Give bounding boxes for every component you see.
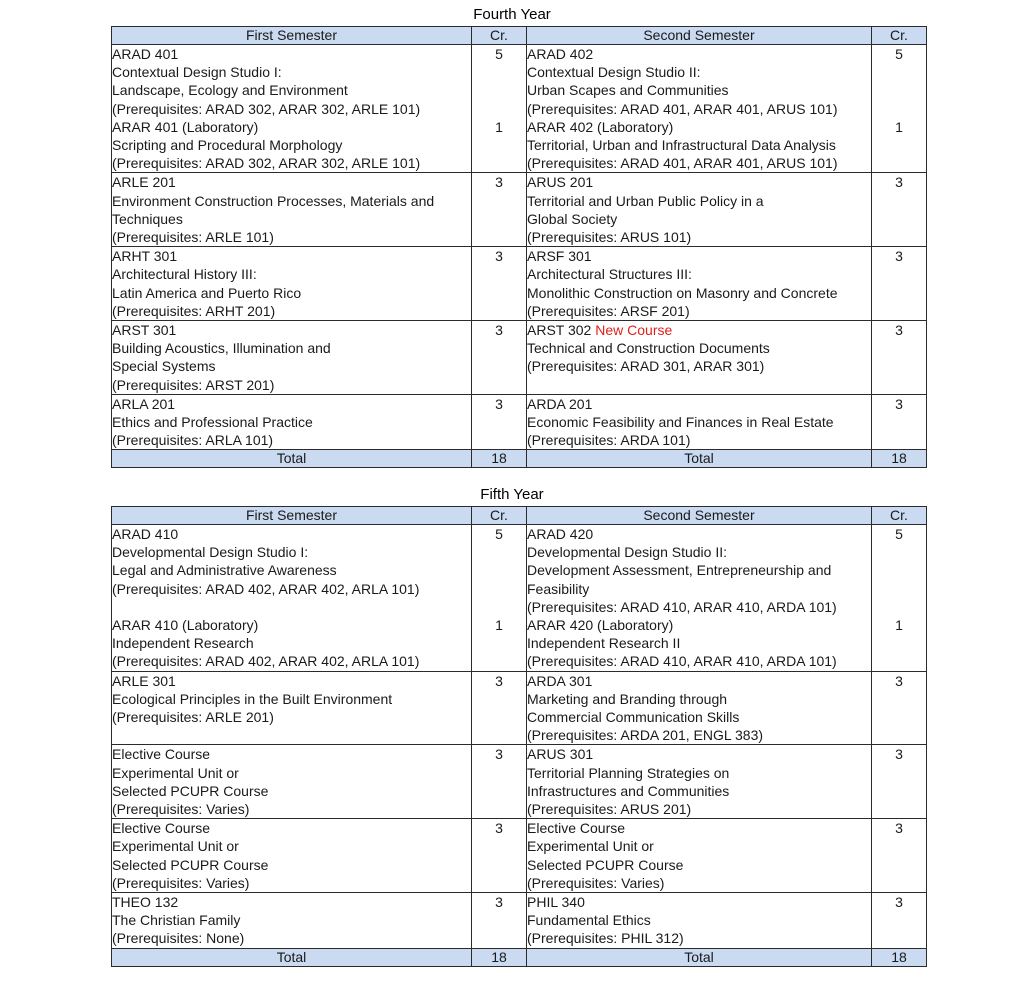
credit-value: 3 xyxy=(895,820,903,837)
second-semester-course xyxy=(527,819,872,893)
first-semester-header: First Semester xyxy=(112,27,472,45)
course-line: ARAR 401 (Laboratory) xyxy=(112,118,259,135)
credit-value: 3 xyxy=(895,174,903,191)
course-line: Experimental Unit or xyxy=(112,838,239,855)
table-row xyxy=(112,394,927,450)
course-line: ARAD 410 xyxy=(112,526,179,542)
course-line: Elective Course xyxy=(112,746,211,763)
course-line: (Prerequisites: Varies) xyxy=(112,874,250,891)
course-line: (Prerequisites: ARUS 101) xyxy=(527,229,692,246)
course-line: Marketing and Branding through xyxy=(527,690,728,707)
course-line: (Prerequisites: Varies) xyxy=(112,801,250,818)
new-course-tag: New Course xyxy=(595,322,673,339)
table-row xyxy=(112,247,927,321)
table-row xyxy=(112,745,927,819)
course-line: Selected PCUPR Course xyxy=(112,856,269,873)
first-semester-course xyxy=(112,525,472,672)
table-row xyxy=(112,45,927,173)
course-line: ARUS 301 xyxy=(527,746,594,763)
course-line: Experimental Unit or xyxy=(112,764,239,781)
course-line: Architectural History III: xyxy=(112,266,257,283)
course-line: ARUS 201 xyxy=(527,174,594,191)
course-line: (Prerequisites: ARAD 410, ARAR 410, ARDA 101) xyxy=(527,598,837,615)
course-line: Landscape, Ecology and Environment xyxy=(112,82,348,99)
credits-header: Cr. xyxy=(872,507,927,525)
course-line: Infrastructures and Communities xyxy=(527,782,730,799)
course-line: Contextual Design Studio I: xyxy=(112,64,282,81)
credit-cell xyxy=(872,394,927,450)
course-line: Elective Course xyxy=(527,820,626,837)
credit-cell xyxy=(472,745,527,819)
course-line: Ecological Principles in the Built Environment xyxy=(112,690,393,707)
credit-value: 3 xyxy=(495,248,503,265)
second-semester-course xyxy=(527,893,872,949)
course-line: Fundamental Ethics xyxy=(527,912,651,929)
credit-value: 1 xyxy=(495,118,503,135)
course-line: ARST 301 xyxy=(112,322,177,339)
credit-value: 3 xyxy=(895,248,903,265)
credits-header: Cr. xyxy=(872,27,927,45)
first-semester-course xyxy=(112,45,472,173)
second-semester-course xyxy=(527,745,872,819)
credit-cell xyxy=(472,321,527,395)
course-line: Environment Construction Processes, Materials and xyxy=(112,192,435,209)
total-value: 18 xyxy=(872,450,927,468)
course-line: Economic Feasibility and Finances in Real Estate xyxy=(527,414,834,431)
fifth-year-table xyxy=(111,506,927,967)
course-line: (Prerequisites: ARAD 302, ARAR 302, ARLE 101) xyxy=(112,155,421,172)
table-row xyxy=(112,525,927,672)
course-line: (Prerequisites: ARDA 201, ENGL 383) xyxy=(527,727,764,744)
course-line: Legal and Administrative Awareness xyxy=(112,562,337,579)
credit-value: 3 xyxy=(895,395,903,412)
credit-value: 5 xyxy=(495,526,503,542)
course-line: Architectural Structures III: xyxy=(527,266,692,283)
credit-value: 3 xyxy=(895,322,903,339)
credit-value: 5 xyxy=(895,46,903,62)
course-line: ARAR 410 (Laboratory) xyxy=(112,617,259,633)
credit-cell xyxy=(872,247,927,321)
course-line: THEO 132 xyxy=(112,894,179,911)
total-value: 18 xyxy=(472,450,527,468)
course-line: ARLE 201 xyxy=(112,174,176,191)
course-line: Feasibility xyxy=(527,580,590,597)
credit-cell xyxy=(872,819,927,893)
course-line: Building Acoustics, Illumination and xyxy=(112,340,331,357)
first-semester-course xyxy=(112,394,472,450)
course-line: Monolithic Construction on Masonry and Concrete xyxy=(527,284,838,301)
credit-cell xyxy=(872,173,927,247)
course-line: Urban Scapes and Communities xyxy=(527,82,729,99)
credit-value: 3 xyxy=(895,894,903,911)
course-line: Global Society xyxy=(527,210,618,227)
credit-value: 1 xyxy=(895,118,903,135)
course-line: Special Systems xyxy=(112,358,216,375)
first-semester-course xyxy=(112,247,472,321)
course-line: (Prerequisites: ARLA 101) xyxy=(112,432,274,449)
course-line: ARAR 420 (Laboratory) xyxy=(527,617,674,634)
second-semester-header: Second Semester xyxy=(527,507,872,525)
credit-cell xyxy=(872,671,927,745)
fourth-year-table xyxy=(111,26,927,468)
course-line: ARLE 301 xyxy=(112,672,176,689)
credit-cell xyxy=(872,321,927,395)
course-line: Technical and Construction Documents xyxy=(527,340,770,357)
first-semester-course xyxy=(112,893,472,949)
credit-cell xyxy=(872,745,927,819)
total-value: 18 xyxy=(872,948,927,966)
credit-value: 3 xyxy=(495,174,503,191)
table-row xyxy=(112,671,927,745)
credit-value: 3 xyxy=(895,746,903,763)
course-line: Techniques xyxy=(112,210,183,227)
credit-value: 3 xyxy=(495,395,503,412)
table-header-row xyxy=(112,27,927,45)
credit-value: 3 xyxy=(895,672,903,689)
total-row xyxy=(112,948,927,966)
course-line: (Prerequisites: ARST 201) xyxy=(112,376,275,393)
course-line: ARAR 402 (Laboratory) xyxy=(527,118,674,135)
course-line: (Prerequisites: ARAD 401, ARAR 401, ARUS 101) xyxy=(527,100,838,117)
course-line: (Prerequisites: ARAD 401, ARAR 401, ARUS 101) xyxy=(527,155,838,172)
course-line: Experimental Unit or xyxy=(527,838,654,855)
second-semester-course xyxy=(527,525,872,672)
course-line: Territorial and Urban Public Policy in a xyxy=(527,192,764,209)
course-line: Developmental Design Studio II: xyxy=(527,544,727,561)
course-line: (Prerequisites: ARLE 101) xyxy=(112,229,274,246)
course-line: Development Assessment, Entrepreneurship and xyxy=(527,562,832,579)
second-semester-course xyxy=(527,671,872,745)
course-line: PHIL 340 xyxy=(527,894,585,911)
course-line: ARLA 201 xyxy=(112,395,176,412)
course-line: Independent Research xyxy=(112,635,254,652)
course-line: Selected PCUPR Course xyxy=(112,782,269,799)
credit-value: 3 xyxy=(495,894,503,911)
total-label: Total xyxy=(112,948,472,966)
course-line: Elective Course xyxy=(112,820,211,837)
table-row xyxy=(112,173,927,247)
course-line: (Prerequisites: ARAD 302, ARAR 302, ARLE 101) xyxy=(112,100,421,117)
course-line: (Prerequisites: ARAD 301, ARAR 301) xyxy=(527,358,765,375)
table-header-row xyxy=(112,507,927,525)
course-line: ARAD 402 xyxy=(527,46,594,62)
course-line: Contextual Design Studio II: xyxy=(527,64,701,81)
course-line: (Prerequisites: ARAD 410, ARAR 410, ARDA 101) xyxy=(527,653,837,670)
credit-value: 5 xyxy=(495,46,503,62)
course-line: Territorial Planning Strategies on xyxy=(527,764,730,781)
course-line: Commercial Communication Skills xyxy=(527,709,740,726)
course-line: (Prerequisites: None) xyxy=(112,930,245,947)
first-semester-course xyxy=(112,819,472,893)
course-line: Selected PCUPR Course xyxy=(527,856,684,873)
credit-value: 1 xyxy=(895,616,903,633)
table-row xyxy=(112,893,927,949)
course-line xyxy=(527,321,871,339)
credit-cell xyxy=(472,394,527,450)
course-line: ARAD 420 xyxy=(527,526,594,542)
course-line: (Prerequisites: Varies) xyxy=(527,874,665,891)
course-line: ARDA 201 xyxy=(527,395,593,412)
second-semester-course xyxy=(527,173,872,247)
total-label: Total xyxy=(527,450,872,468)
credit-value: 3 xyxy=(495,322,503,339)
credits-header: Cr. xyxy=(472,27,527,45)
first-semester-course xyxy=(112,671,472,745)
credit-value: 3 xyxy=(495,820,503,837)
course-line: Ethics and Professional Practice xyxy=(112,414,313,431)
credit-cell xyxy=(472,819,527,893)
total-value: 18 xyxy=(472,948,527,966)
credit-cell xyxy=(872,45,927,173)
course-line: (Prerequisites: ARAD 402, ARAR 402, ARLA 101) xyxy=(112,580,420,597)
first-semester-course xyxy=(112,745,472,819)
course-line: (Prerequisites: ARLE 201) xyxy=(112,709,274,726)
credit-cell xyxy=(472,671,527,745)
fifth-year-title: Fifth Year xyxy=(480,486,544,503)
credit-value: 3 xyxy=(495,672,503,689)
first-semester-header: First Semester xyxy=(112,507,472,525)
credit-cell xyxy=(472,173,527,247)
course-line: ARSF 301 xyxy=(527,248,592,265)
credit-cell xyxy=(872,525,927,672)
second-semester-header: Second Semester xyxy=(527,27,872,45)
course-line: (Prerequisites: PHIL 312) xyxy=(527,930,684,947)
credit-cell xyxy=(872,893,927,949)
credit-cell xyxy=(472,525,527,672)
course-line: (Prerequisites: ARDA 101) xyxy=(527,432,691,449)
course-line: Scripting and Procedural Morphology xyxy=(112,137,343,154)
credit-cell xyxy=(472,893,527,949)
course-line: (Prerequisites: ARAD 402, ARAR 402, ARLA 101) xyxy=(112,653,420,670)
credit-cell xyxy=(472,247,527,321)
credits-header: Cr. xyxy=(472,507,527,525)
total-label: Total xyxy=(112,450,472,468)
course-line: Independent Research II xyxy=(527,635,681,652)
course-code: ARST 302 xyxy=(527,322,592,339)
credit-cell xyxy=(472,45,527,173)
credit-value: 1 xyxy=(495,616,503,633)
course-line: (Prerequisites: ARHT 201) xyxy=(112,302,276,319)
second-semester-course xyxy=(527,321,872,395)
second-semester-course xyxy=(527,247,872,321)
second-semester-course xyxy=(527,394,872,450)
total-row xyxy=(112,450,927,468)
course-line: Latin America and Puerto Rico xyxy=(112,284,302,301)
table-row xyxy=(112,819,927,893)
course-line: ARAD 401 xyxy=(112,46,179,62)
course-line: ARDA 301 xyxy=(527,672,593,689)
second-semester-course xyxy=(527,45,872,173)
course-line: Territorial, Urban and Infrastructural Data Analysis xyxy=(527,137,836,154)
total-label: Total xyxy=(527,948,872,966)
first-semester-course xyxy=(112,321,472,395)
course-line: Developmental Design Studio I: xyxy=(112,544,309,561)
first-semester-course xyxy=(112,173,472,247)
course-line: (Prerequisites: ARSF 201) xyxy=(527,302,690,319)
course-line: ARHT 301 xyxy=(112,248,178,265)
course-line: The Christian Family xyxy=(112,912,241,929)
table-row xyxy=(112,321,927,395)
credit-value: 5 xyxy=(895,526,903,542)
credit-value: 3 xyxy=(495,746,503,763)
fourth-year-title: Fourth Year xyxy=(473,6,551,23)
course-line: (Prerequisites: ARUS 201) xyxy=(527,801,692,818)
